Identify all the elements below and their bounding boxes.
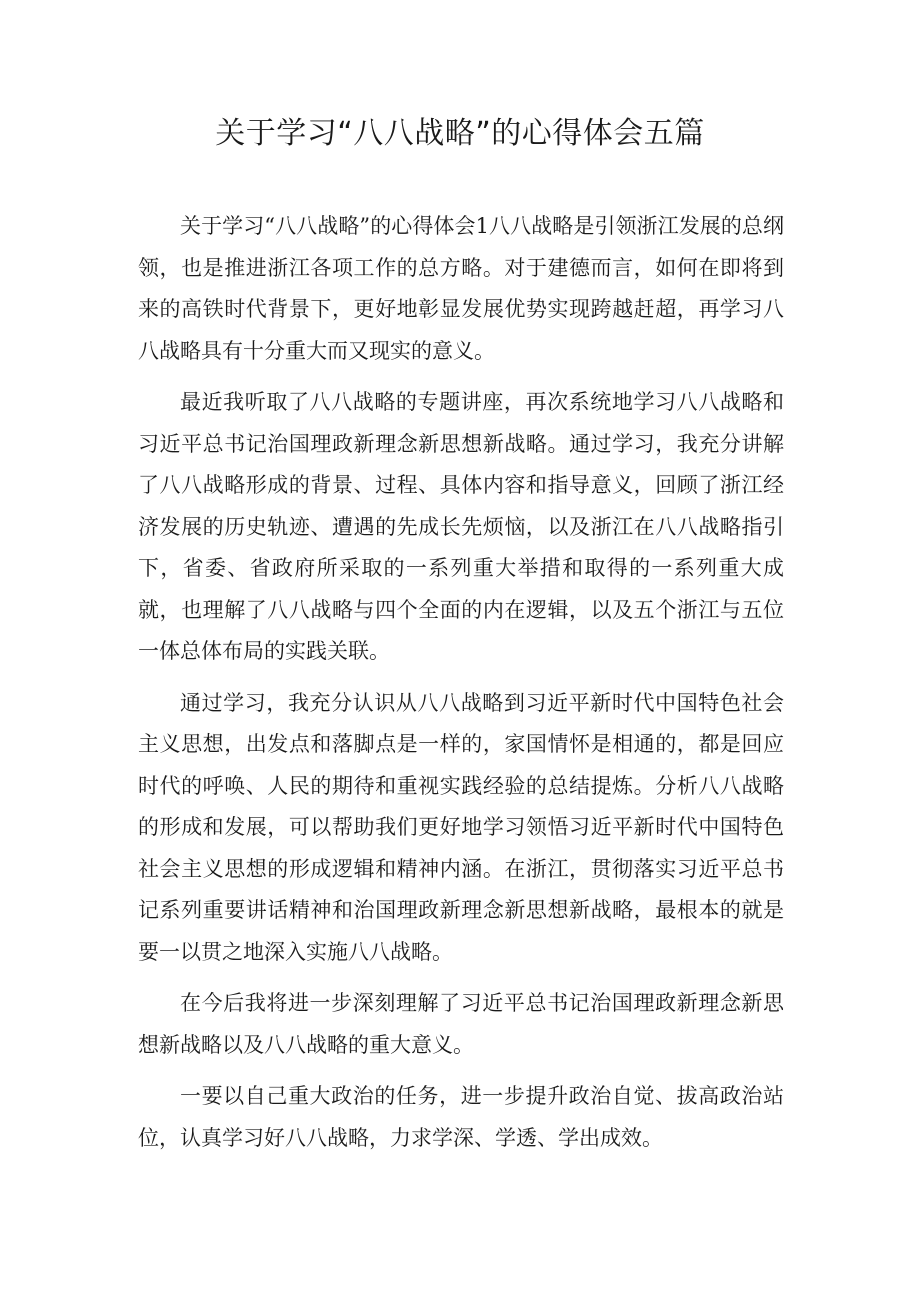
- paragraph-1: 关于学习“八八战略”的心得体会1八八战略是引领浙江发展的总纲领，也是推进浙江各项工作的总方略。对于建德而言，如何在即将到来的高铁时代背景下，更好地彰显发展优势实现跨越赶超，再学习八八战略具有十分重大而又现实的意义。: [138, 214, 784, 363]
- paragraph-5: 一要以自己重大政治的任务，进一步提升政治自觉、拔高政治站位，认真学习好八八战略，力求学深、学透、学出成效。: [138, 1084, 784, 1150]
- document-title: 关于学习“八八战略”的心得体会五篇: [215, 116, 705, 151]
- paragraph-3: 通过学习，我充分认识从八八战略到习近平新时代中国特色社会主义思想，出发点和落脚点是一样的，家国情怀是相通的，都是回应时代的呼唤、人民的期待和重视实践经验的总结提炼。分析八八战略的形成和发展，可以帮助我们更好地学习领悟习近平新时代中国特色社会主义思想的形成逻辑和精神内涵。在浙江，贯彻落实习近平总书记系列重要讲话精神和治国理政新理念新思想新战略，最根本的就是要一以贯之地深入实施八八战略。: [138, 690, 784, 964]
- document-body: [138, 206, 784, 1169]
- paragraph-2: 最近我听取了八八战略的专题讲座，再次系统地学习八八战略和习近平总书记治国理政新理念新思想新战略。通过学习，我充分讲解了八八战略形成的背景、过程、具体内容和指导意义，回顾了浙江经济发展的历史轨迹、遭遇的先成长先烦恼，以及浙江在八八战略指引下，省委、省政府所采取的一系列重大举措和取得的一系列重大成就，也理解了八八战略与四个全面的内在逻辑，以及五个浙江与五位一体总体布局的实践关联。: [138, 390, 784, 663]
- paragraph-4: 在今后我将进一步深刻理解了习近平总书记治国理政新理念新思想新战略以及八八战略的重大意义。: [138, 991, 784, 1057]
